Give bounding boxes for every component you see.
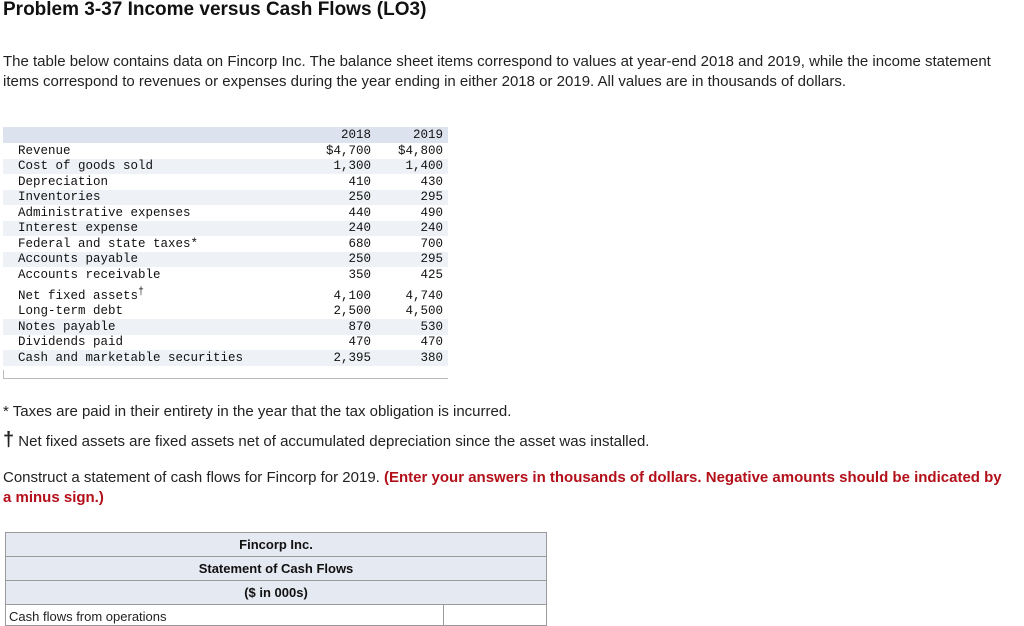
statement-units: ($ in 000s) [6, 581, 546, 605]
table-row [3, 350, 448, 366]
value-2019: 4,740 [405, 288, 443, 303]
row-label: Depreciation [18, 174, 109, 189]
asterisk-mark: * [3, 403, 9, 420]
value-2019: 700 [420, 236, 443, 251]
table-row [3, 335, 448, 351]
statement-title: Statement of Cash Flows [6, 557, 546, 581]
value-2019: 4,500 [405, 304, 443, 319]
table-row [3, 252, 448, 268]
value-2018: 240 [348, 221, 371, 236]
fincorp-data-table [3, 127, 448, 379]
value-2019: 430 [420, 174, 443, 189]
footnote-taxes [3, 403, 649, 423]
row-label: Net fixed assets [18, 288, 139, 303]
row-label: Administrative expenses [18, 205, 191, 220]
table-row [3, 159, 448, 175]
value-2018: 350 [348, 267, 371, 282]
table-row [3, 304, 448, 320]
row-label: Federal and state taxes* [18, 236, 199, 251]
table-row [3, 283, 448, 304]
table-row [3, 190, 448, 206]
value-2019: 490 [420, 205, 443, 220]
table-row [3, 236, 448, 252]
value-2019: 1,400 [405, 159, 443, 174]
cash-flow-statement [5, 532, 547, 626]
footnote-fixed-assets-text: Net fixed assets are fixed assets net of accumulated depreciation since the asset was installed. [18, 433, 650, 450]
row-label: Accounts payable [18, 252, 139, 267]
table-header-row [3, 127, 448, 143]
value-2019: $4,800 [397, 143, 443, 158]
table-row [3, 221, 448, 237]
statement-company: Fincorp Inc. [6, 533, 546, 557]
value-2019: 425 [420, 267, 443, 282]
row-label: Revenue [18, 143, 71, 158]
year-2018-header: 2018 [340, 128, 371, 142]
row-label: Inventories [18, 190, 101, 205]
instruction-text: Construct a statement of cash flows for Fincorp for 2019. [3, 469, 380, 486]
row-label: Notes payable [18, 319, 116, 334]
table-row [3, 267, 448, 283]
value-2019: 295 [420, 190, 443, 205]
value-2019: 240 [420, 221, 443, 236]
value-2019: 295 [420, 252, 443, 267]
value-2018: 2,500 [333, 304, 371, 319]
footnotes [3, 403, 649, 452]
table-row [3, 174, 448, 190]
row-label: Interest expense [18, 221, 139, 236]
row-label: Cash and marketable securities [18, 350, 244, 365]
table-row [3, 205, 448, 221]
table-row [3, 143, 448, 159]
problem-title: Problem 3-37 Income versus Cash Flows (LO3) [3, 0, 427, 20]
value-2018: 410 [348, 174, 371, 189]
instruction-emphasis: (Enter your answers in thousands of dollars. Negative amounts should be indicated by a minus sign.) [3, 469, 1002, 506]
dagger-mark: † [138, 286, 145, 298]
row-label: Cost of goods sold [18, 159, 154, 174]
dagger-mark: † [3, 429, 15, 451]
value-2019: 470 [420, 335, 443, 350]
row-label: Dividends paid [18, 335, 124, 350]
row-label: Long-term debt [18, 304, 124, 319]
problem-intro: The table below contains data on Fincorp Inc. The balance sheet items correspond to values at year-end 2018 and 2019, while the income statement items correspond to revenues or expenses during the year ending in either 2018 or 2019. All values are in thousands of dollars. [3, 53, 991, 90]
table-row [3, 319, 448, 335]
value-2018: 1,300 [333, 159, 371, 174]
instruction [3, 468, 1003, 507]
value-2018: 870 [348, 319, 371, 334]
value-2018: 470 [348, 335, 371, 350]
footnote-taxes-text: Taxes are paid in their entirety in the year that the tax obligation is incurred. [12, 403, 512, 420]
value-2018: 680 [348, 236, 371, 251]
value-2018: 4,100 [333, 288, 371, 303]
year-2019-header: 2019 [412, 128, 443, 142]
statement-row [6, 605, 546, 626]
statement-row-label: Cash flows from operations [9, 609, 167, 624]
footnote-fixed-assets [3, 429, 649, 452]
value-2019: 530 [420, 319, 443, 334]
value-2018: 250 [348, 252, 371, 267]
value-2018: 440 [348, 205, 371, 220]
statement-value-input[interactable] [443, 605, 546, 625]
value-2018: 2,395 [333, 350, 371, 365]
table-bottom-border [3, 370, 448, 379]
value-2019: 380 [420, 350, 443, 365]
value-2018: 250 [348, 190, 371, 205]
value-2018: $4,700 [325, 143, 371, 158]
row-label: Accounts receivable [18, 267, 161, 282]
